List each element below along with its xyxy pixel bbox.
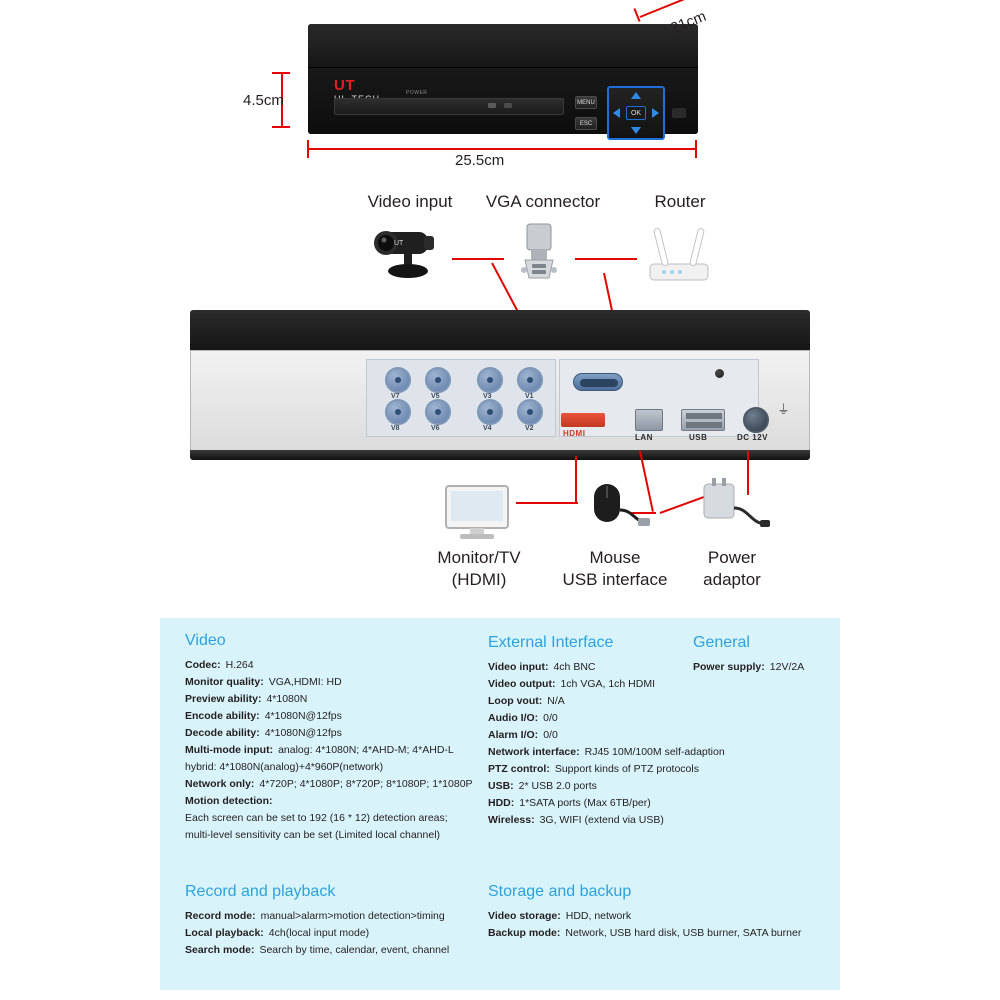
width-tick-right — [695, 140, 697, 158]
spec-note-2: multi-level sensitivity can be set (Limited local channel) — [185, 829, 441, 841]
bnc-port-v3 — [477, 367, 503, 393]
dvr-rear-panel — [190, 350, 810, 452]
dvr-front-panel — [308, 68, 698, 134]
callout-label-vga-connector: VGA connector — [485, 192, 601, 211]
spec-note-1: Each screen can be set to 192 (16 * 12) detection areas; — [185, 812, 448, 824]
spec-row: Search mode: Search by time, calendar, event, channel — [185, 944, 450, 956]
specifications-panel — [160, 618, 840, 990]
spec-row: Preview ability: 4*1080N — [185, 693, 308, 705]
usb-port — [681, 409, 725, 431]
hdmi-port — [561, 413, 605, 427]
connector-line-monitor — [516, 502, 578, 504]
spec-row: Loop vout: N/A — [488, 695, 565, 707]
dvr-front-view — [308, 24, 698, 134]
callout-label-monitor-sub: (HDMI) — [451, 570, 507, 589]
router-icon — [640, 218, 718, 290]
bnc-label-v7: V7 — [391, 393, 400, 400]
callout-label-power-sub: adaptor — [703, 570, 761, 589]
spec-row: Multi-mode input: analog: 4*1080N; 4*AHD-M; 4*AHD-L — [185, 744, 454, 756]
power-label: POWER — [406, 90, 428, 96]
lan-port-label: LAN — [635, 433, 653, 442]
arrow-up-icon[interactable] — [631, 92, 641, 99]
bnc-port-v6 — [425, 399, 451, 425]
bnc-label-v4: V4 — [483, 425, 492, 432]
spec-row: Motion detection: — [185, 795, 273, 807]
spec-row: Network only: 4*720P; 4*1080P; 8*720P; 8*1080P; 1*1080P — [185, 778, 473, 790]
height-tick-bottom — [272, 126, 290, 128]
monitor-icon — [440, 482, 516, 544]
spec-row: USB: 2* USB 2.0 ports — [488, 780, 597, 792]
disc-slot — [334, 98, 564, 115]
vga-port — [573, 373, 623, 391]
bnc-label-v3: V3 — [483, 393, 492, 400]
bnc-port-v8 — [385, 399, 411, 425]
menu-button[interactable]: MENU — [575, 96, 597, 109]
bnc-label-v2: V2 — [525, 425, 534, 432]
callout-label-mouse-sub: USB interface — [562, 570, 668, 589]
chassis-screw — [715, 369, 724, 378]
callout-label-power: Power — [707, 548, 757, 567]
dc-port-label: DC 12V — [737, 433, 769, 442]
arrow-down-icon[interactable] — [631, 127, 641, 134]
brand-primary: UT — [334, 77, 355, 94]
spec-column-storage-backup — [488, 883, 838, 942]
spec-heading-external-interface: External Interface — [488, 634, 614, 651]
spec-row: Video input: 4ch BNC — [488, 661, 596, 673]
spec-row: Backup mode: Network, USB hard disk, USB burner, SATA burner — [488, 927, 802, 939]
front-right-vent — [672, 108, 686, 118]
bnc-label-v6: V6 — [431, 425, 440, 432]
mouse-icon — [576, 480, 652, 546]
bnc-port-v5 — [425, 367, 451, 393]
spec-row: Video output: 1ch VGA, 1ch HDMI — [488, 678, 655, 690]
spec-row: Decode ability: 4*1080N@12fps — [185, 727, 342, 739]
bnc-port-v7 — [385, 367, 411, 393]
status-led-1 — [488, 103, 496, 108]
usb-port-label: USB — [689, 433, 708, 442]
status-led-2 — [504, 103, 512, 108]
connector-line-vga-router — [575, 258, 637, 260]
callout-label-mouse: Mouse — [589, 548, 641, 567]
spec-row: Video storage: HDD, network — [488, 910, 632, 922]
bnc-label-v5: V5 — [431, 393, 440, 400]
spec-heading-video: Video — [185, 632, 226, 649]
spec-column-record-playback — [185, 883, 495, 959]
arrow-right-icon[interactable] — [652, 108, 659, 118]
dvr-rear-view — [190, 310, 810, 460]
spec-column-video — [185, 632, 485, 844]
spec-row: Alarm I/O: 0/0 — [488, 729, 558, 741]
spec-row: Codec: H.264 — [185, 659, 254, 671]
arrow-left-icon[interactable] — [613, 108, 620, 118]
lan-port — [635, 409, 663, 431]
spec-column-general — [693, 634, 843, 676]
spec-heading-record-playback: Record and playback — [185, 883, 336, 900]
width-tick-left — [307, 140, 309, 158]
depth-dimension-label: 21cm — [668, 7, 709, 38]
spec-row: Power supply: 12V/2A — [693, 661, 805, 673]
spec-row: Local playback: 4ch(local input mode) — [185, 927, 370, 939]
esc-button[interactable]: ESC — [575, 117, 597, 130]
dvr-rear-top-surface — [190, 310, 810, 352]
spec-row: HDD: 1*SATA ports (Max 6TB/per) — [488, 797, 651, 809]
ok-button[interactable]: OK — [626, 106, 646, 120]
dvr-rear-base — [190, 450, 810, 460]
spec-row: Encode ability: 4*1080N@12fps — [185, 710, 342, 722]
width-dimension-label: 25.5cm — [455, 152, 505, 169]
height-tick-top — [272, 72, 290, 74]
spec-row: Network interface: RJ45 10M/100M self-adaption — [488, 746, 725, 758]
spec-row: Monitor quality: VGA,HDMI: HD — [185, 676, 342, 688]
navigation-pad[interactable] — [607, 86, 665, 140]
spec-row: hybrid: 4*1080N(analog)+4*960P(network) — [185, 761, 384, 773]
bnc-port-v4 — [477, 399, 503, 425]
spec-row: Audio I/O: 0/0 — [488, 712, 558, 724]
camera-icon — [368, 218, 452, 288]
height-dimension-label: 4.5cm — [243, 92, 284, 109]
callout-label-video-input: Video input — [367, 192, 453, 211]
svg-text:UT: UT — [394, 240, 404, 247]
width-dimension-line — [308, 148, 697, 150]
bnc-label-v8: V8 — [391, 425, 400, 432]
bnc-port-v2 — [517, 399, 543, 425]
dvr-top-surface — [308, 24, 698, 68]
spec-heading-general: General — [693, 634, 750, 651]
spec-row: PTZ control: Support kinds of PTZ protocols — [488, 763, 699, 775]
bnc-label-v1: V1 — [525, 393, 534, 400]
bnc-port-v1 — [517, 367, 543, 393]
dc-power-port — [743, 407, 769, 433]
spec-row: Record mode: manual>alarm>motion detection>timing — [185, 910, 445, 922]
ground-icon: ⏚ — [777, 402, 791, 417]
spec-heading-storage-backup: Storage and backup — [488, 883, 632, 900]
callout-label-router: Router — [654, 192, 706, 211]
vga-connector-icon — [503, 218, 575, 290]
spec-row: Wireless: 3G, WIFI (extend via USB) — [488, 814, 664, 826]
connector-line-camera-vga — [452, 258, 504, 260]
callout-label-monitor: Monitor/TV — [437, 548, 521, 567]
power-adaptor-icon — [696, 478, 772, 544]
hdmi-port-label: HDMI — [563, 429, 586, 438]
